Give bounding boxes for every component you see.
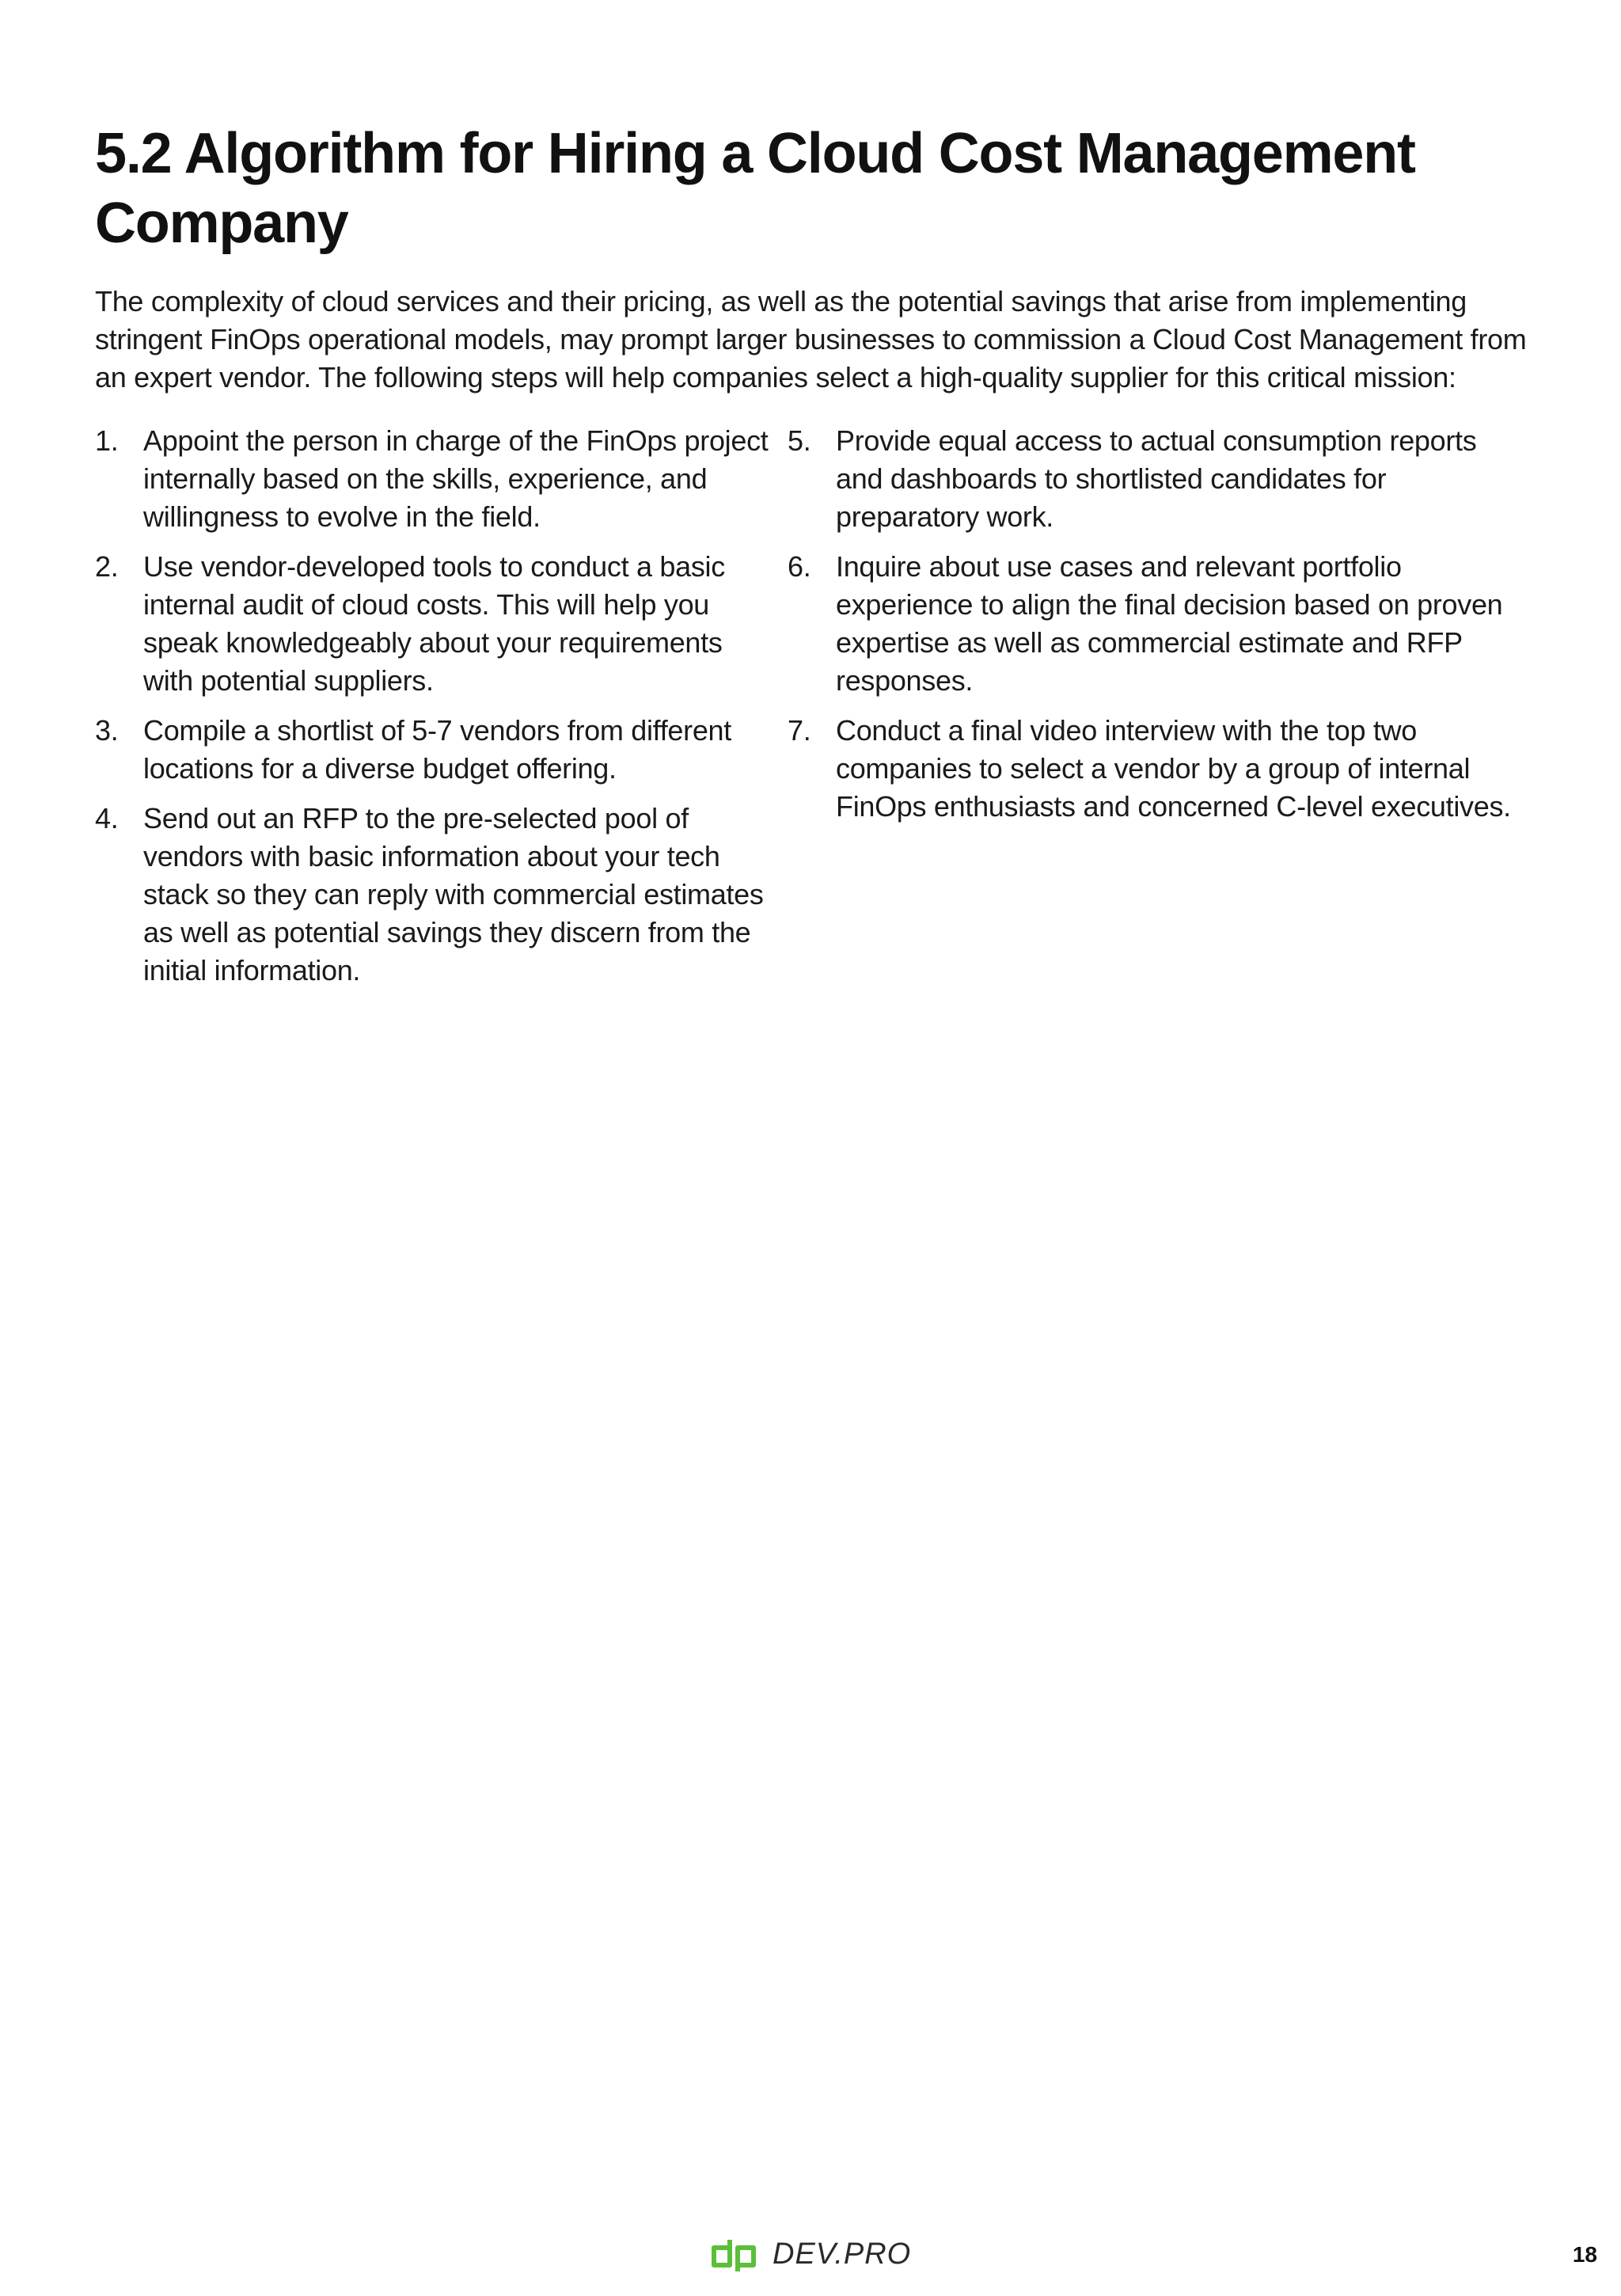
page-number: 18 xyxy=(1572,2242,1597,2267)
step-number: 2. xyxy=(95,550,119,583)
page-title: 5.2 Algorithm for Hiring a Cloud Cost Management Company xyxy=(95,122,1415,255)
step-number: 7. xyxy=(788,714,811,747)
intro-paragraph: The complexity of cloud services and their pricing, as well as the potential savings that arise from implementing stringent FinOps operational models, may prompt larger businesses to commission a Cloud Cost Management from an expert vendor. The following steps will help companies select a high-quality supplier for this critical mission: xyxy=(95,285,1527,393)
steps-list-left xyxy=(95,422,776,1002)
list-item xyxy=(788,548,1520,700)
list-item xyxy=(95,548,776,700)
logo-wordmark: DEV.PRO xyxy=(773,2237,912,2271)
list-item xyxy=(95,422,776,536)
list-item xyxy=(95,712,776,788)
dp-logo-icon xyxy=(709,2237,765,2271)
devpro-logo xyxy=(709,2234,911,2274)
step-number: 6. xyxy=(788,550,811,583)
step-text: Appoint the person in charge of the FinOps project internally based on the skills, experience, and willingness to evolve in the field. xyxy=(143,424,769,533)
step-text: Conduct a final video interview with the top two companies to select a vendor by a group of internal FinOps enthusiasts and concerned C-level executives. xyxy=(836,714,1511,823)
step-text: Inquire about use cases and relevant portfolio experience to align the final decision based on proven expertise as well as commercial estimate and RFP responses. xyxy=(836,550,1503,697)
list-item xyxy=(788,422,1520,536)
list-item xyxy=(95,800,776,990)
step-text: Compile a shortlist of 5-7 vendors from different locations for a diverse budget offering. xyxy=(143,714,731,785)
step-text: Use vendor-developed tools to conduct a basic internal audit of cloud costs. This will help you speak knowledgeably about your requirements with potential suppliers. xyxy=(143,550,725,697)
step-number: 1. xyxy=(95,424,119,457)
step-text: Send out an RFP to the pre-selected pool of vendors with basic information about your tech stack so they can reply with commercial estimates as well as potential savings they discern from the initial information. xyxy=(143,802,764,986)
step-number: 4. xyxy=(95,802,119,834)
step-number: 5. xyxy=(788,424,811,457)
step-number: 3. xyxy=(95,714,119,747)
step-text: Provide equal access to actual consumption reports and dashboards to shortlisted candidates for preparatory work. xyxy=(836,424,1477,533)
list-item xyxy=(788,712,1520,826)
steps-list-right xyxy=(788,422,1520,838)
